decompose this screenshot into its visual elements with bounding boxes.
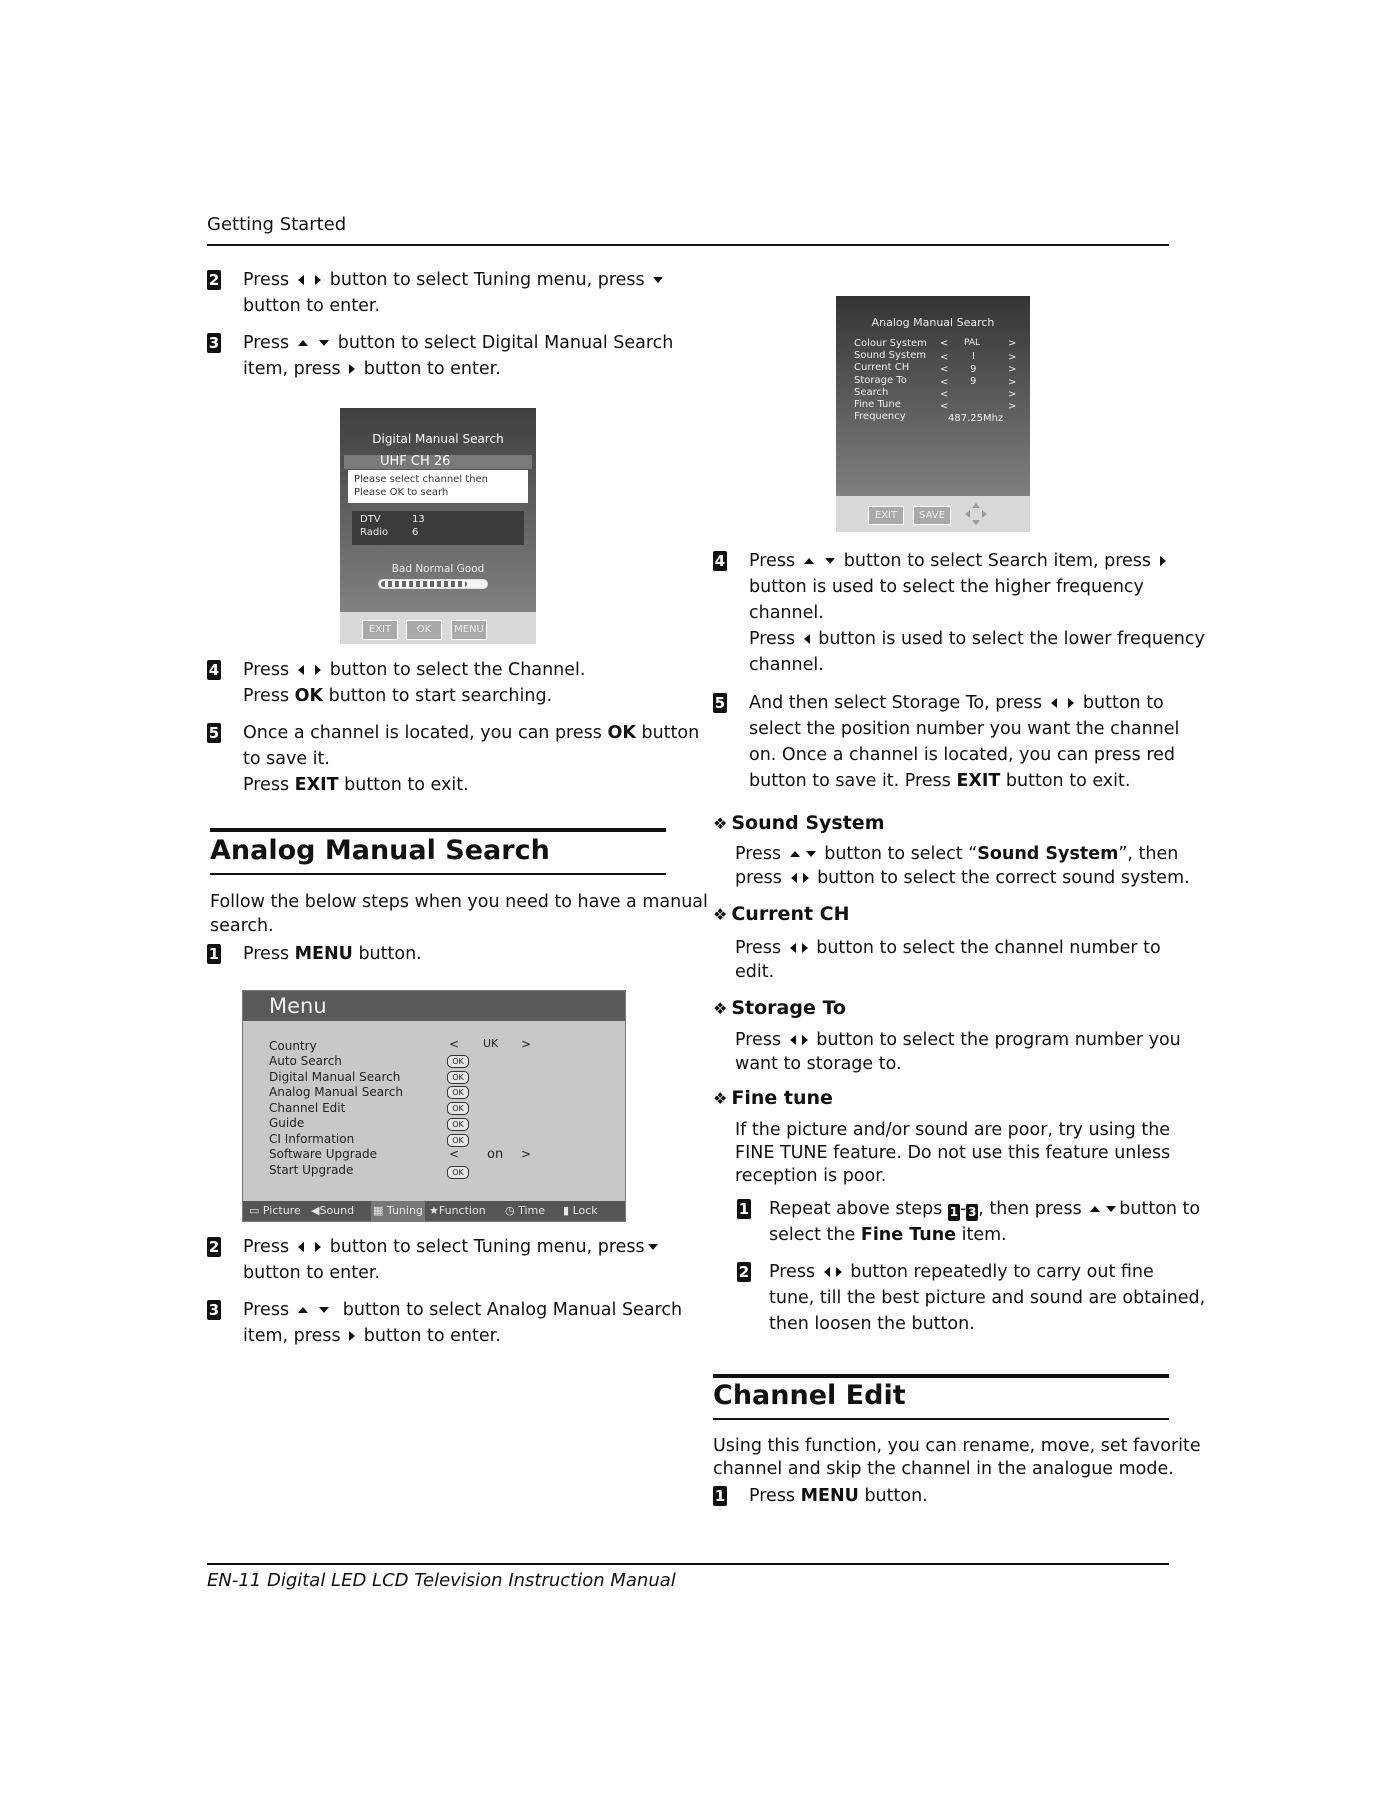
- tab-label: Lock: [572, 1204, 598, 1217]
- step-text: button to select Tuning menu, press: [329, 270, 645, 290]
- step-text: Press: [243, 333, 290, 353]
- ok-button[interactable]: OK: [406, 620, 442, 640]
- step-number: 5: [714, 694, 726, 712]
- analog-manual-search-screen: [836, 296, 1030, 532]
- subhead-sound-system: [713, 812, 885, 834]
- left-arrow-icon: [298, 275, 304, 285]
- tab-picture[interactable]: [249, 1201, 301, 1221]
- step-text: button is used to select the higher frequency: [749, 577, 1144, 597]
- tab-sound[interactable]: [311, 1201, 354, 1221]
- country-right-arrow[interactable]: >: [521, 1037, 532, 1051]
- right-arrow-icon: [1160, 556, 1166, 566]
- tab-label: Time: [518, 1204, 546, 1217]
- left-arrow-icon: [790, 943, 796, 953]
- diamond-bullet-icon: ❖: [713, 814, 728, 833]
- step-text: Press: [243, 944, 290, 964]
- fine-tune-key: Fine Tune: [860, 1225, 957, 1245]
- screen-title: Digital Manual Search: [372, 432, 504, 446]
- setting-sound-system[interactable]: Sound System: [854, 350, 926, 361]
- text: FINE TUNE feature. Do not use this feature unless: [735, 1143, 1171, 1163]
- menu-item-analog-manual-search[interactable]: Analog Manual Search: [269, 1085, 403, 1099]
- menu-button[interactable]: MENU: [451, 620, 487, 640]
- step-number: 4: [714, 552, 726, 570]
- exit-button[interactable]: EXIT: [362, 620, 398, 640]
- up-arrow-icon: [1090, 1206, 1100, 1212]
- right-arrow-icon: [349, 364, 355, 374]
- ok-badge[interactable]: OK: [447, 1134, 469, 1147]
- tab-label: Picture: [262, 1204, 301, 1217]
- upgrade-left-arrow[interactable]: <: [449, 1147, 460, 1161]
- tab-tuning[interactable]: [371, 1201, 425, 1221]
- menu-item-ci-information[interactable]: CI Information: [269, 1132, 355, 1146]
- right-arrow[interactable]: >: [1008, 377, 1017, 388]
- step-text: button: [641, 723, 700, 743]
- text: reception is poor.: [735, 1166, 887, 1186]
- text: button to select the channel number to: [816, 938, 1161, 958]
- exit-key: EXIT: [294, 775, 339, 795]
- left-arrow-icon: [824, 1267, 830, 1277]
- storage-to-value: 9: [970, 376, 977, 387]
- storage-to-text: [735, 1028, 1181, 1076]
- colour-system-value: PAL: [964, 338, 981, 348]
- menu-key: MENU: [800, 1486, 859, 1506]
- up-arrow-icon: [790, 851, 800, 857]
- paragraph-line: Follow the below steps when you need to have a manual: [210, 892, 708, 912]
- step-text: , then press: [978, 1199, 1082, 1219]
- left-arrow[interactable]: <: [940, 364, 949, 375]
- sound-system-text: [735, 842, 1190, 890]
- right-arrow[interactable]: >: [1008, 364, 1017, 375]
- dtv-value: 13: [412, 514, 425, 525]
- step-text: button to: [1082, 693, 1164, 713]
- paragraph-line: search.: [210, 916, 274, 936]
- step-text: Press: [749, 551, 796, 571]
- star-icon: ★: [429, 1204, 439, 1217]
- text: want to storage to.: [735, 1054, 902, 1074]
- instruction-line: Please select channel then: [354, 474, 489, 485]
- country-value: UK: [483, 1037, 499, 1050]
- step-text: button to select Search item, press: [843, 551, 1152, 571]
- ok-label: OK: [389, 487, 405, 498]
- left-arrow-icon: [790, 1035, 796, 1045]
- page-header-title: Getting Started: [207, 214, 347, 235]
- screen-button-row: [836, 496, 1030, 532]
- fine-tune-text: [735, 1119, 1170, 1188]
- step-number: 1: [714, 1487, 726, 1505]
- step-text: And then select Storage To, press: [749, 693, 1043, 713]
- step-text: button to exit.: [344, 775, 469, 795]
- step-text: button.: [358, 944, 422, 964]
- right-arrow[interactable]: >: [1008, 389, 1017, 400]
- tab-label: Tuning: [386, 1204, 423, 1217]
- current-ch-value: 9: [970, 364, 977, 375]
- subhead-title: Current CH: [731, 903, 850, 925]
- step-text: button is used to select the lower frequency: [818, 629, 1205, 649]
- menu-item-software-upgrade[interactable]: Software Upgrade: [269, 1147, 378, 1161]
- subhead-title: Fine tune: [731, 1087, 833, 1109]
- text: button to select the program number you: [816, 1030, 1181, 1050]
- left-arrow-icon: [1051, 698, 1057, 708]
- right-arrow-icon: [836, 1267, 842, 1277]
- step-text: Press: [243, 686, 290, 706]
- step-number: 2: [208, 1238, 220, 1256]
- left-arrow[interactable]: <: [940, 389, 949, 400]
- step-text: on. Once a channel is located, you can press red: [749, 745, 1176, 765]
- step-text: button to exit.: [1005, 771, 1131, 791]
- menu-item-channel-edit[interactable]: Channel Edit: [269, 1101, 346, 1115]
- step-text: button repeatedly to carry out fine: [850, 1262, 1154, 1282]
- uhf-channel-text: UHF CH 26: [380, 454, 451, 469]
- tab-time[interactable]: [505, 1201, 545, 1221]
- text: edit.: [735, 962, 775, 982]
- menu-item-guide[interactable]: Guide: [269, 1116, 305, 1130]
- step-number: 4: [208, 661, 220, 679]
- lock-icon: ▮: [563, 1204, 570, 1217]
- page-footer: EN-11 Digital LED LCD Television Instruction Manual: [207, 1570, 676, 1591]
- step-text: button to select Tuning menu, press: [329, 1237, 645, 1257]
- upgrade-right-arrow[interactable]: >: [521, 1147, 532, 1161]
- frequency-value: 487.25Mhz: [948, 413, 1004, 424]
- current-ch-text: [735, 936, 1161, 984]
- step-text: channel.: [749, 655, 824, 675]
- tab-lock[interactable]: [563, 1201, 598, 1221]
- ok-badge[interactable]: OK: [447, 1118, 469, 1131]
- step-number: 3: [208, 1301, 220, 1319]
- step-text: button to: [1119, 1199, 1201, 1219]
- signal-strength-bar: [378, 579, 488, 589]
- channel-count-box: [352, 511, 524, 545]
- up-arrow-icon: [298, 340, 308, 346]
- step-text: item, press: [243, 359, 341, 379]
- radio-label: Radio: [360, 527, 389, 538]
- step-text: button to enter.: [363, 1326, 501, 1346]
- step-text: Press: [243, 660, 290, 680]
- channel-edit-intro: [713, 1435, 1201, 1481]
- step-ref-number: 1: [949, 1205, 959, 1219]
- step-number: 2: [208, 271, 220, 289]
- section-title-analog: Analog Manual Search: [210, 835, 550, 866]
- step-text: item, press: [243, 1326, 341, 1346]
- text: button to select the correct sound system.: [817, 868, 1190, 888]
- ok-badge[interactable]: OK: [447, 1071, 469, 1084]
- right-arrow-icon: [315, 275, 321, 285]
- grid-icon: ▦: [373, 1204, 384, 1217]
- signal-labels: Bad Normal Good: [391, 563, 485, 575]
- left-arrow-icon: [298, 1242, 304, 1252]
- step-text: button.: [864, 1486, 928, 1506]
- left-arrow[interactable]: <: [940, 352, 949, 363]
- left-arrow[interactable]: <: [940, 338, 949, 349]
- step-number: 1: [208, 945, 220, 963]
- step-text: Press: [769, 1262, 816, 1282]
- menu-tab-bar: [243, 1201, 625, 1221]
- setting-storage-to[interactable]: Storage To: [854, 375, 907, 386]
- step-number: 5: [208, 724, 220, 742]
- menu-item-digital-manual-search[interactable]: Digital Manual Search: [269, 1070, 401, 1084]
- right-arrow-icon: [802, 1035, 808, 1045]
- instruction-line: to searh: [407, 487, 449, 498]
- text: Press: [735, 938, 782, 958]
- section-rule-top: [713, 1374, 1169, 1378]
- step-text: Press: [243, 1300, 290, 1320]
- subhead-current-ch: [713, 903, 850, 925]
- ok-badge[interactable]: OK: [447, 1102, 469, 1115]
- right-arrow-icon: [1068, 698, 1074, 708]
- step-text: -: [959, 1199, 967, 1219]
- footer-divider: [207, 1563, 1169, 1565]
- step-text: button to select Analog Manual Search: [342, 1300, 683, 1320]
- exit-key: EXIT: [956, 771, 1001, 791]
- country-left-arrow[interactable]: <: [449, 1037, 460, 1051]
- paragraph-line: Using this function, you can rename, move, set favorite: [713, 1436, 1201, 1456]
- section-title-channel-edit: Channel Edit: [713, 1380, 906, 1411]
- step-text: select the: [769, 1225, 856, 1245]
- diamond-bullet-icon: ❖: [713, 999, 728, 1018]
- setting-frequency: Frequency: [854, 411, 906, 422]
- subhead-title: Storage To: [731, 997, 846, 1019]
- subhead-storage-to: [713, 997, 846, 1019]
- left-arrow-icon: [804, 634, 810, 644]
- subhead-fine-tune: [713, 1087, 833, 1109]
- up-arrow-icon: [804, 558, 814, 564]
- section-rule-bottom: [210, 873, 666, 875]
- down-arrow-icon: [648, 1244, 658, 1250]
- digital-manual-search-screen: [340, 408, 536, 644]
- ok-key: OK: [607, 723, 636, 743]
- text: ”, then: [1118, 844, 1179, 864]
- right-arrow-icon: [315, 665, 321, 675]
- step-text: Press: [243, 775, 290, 795]
- down-arrow-icon: [806, 851, 816, 857]
- radio-value: 6: [412, 527, 419, 538]
- right-arrow-icon: [803, 873, 809, 883]
- left-arrow[interactable]: <: [940, 401, 949, 412]
- text: If the picture and/or sound are poor, try using the: [735, 1120, 1171, 1140]
- left-arrow[interactable]: <: [940, 377, 949, 388]
- right-arrow[interactable]: >: [1008, 401, 1017, 412]
- text: Sound System: [977, 844, 1119, 864]
- left-arrow-icon: [298, 665, 304, 675]
- ok-badge[interactable]: OK: [447, 1086, 469, 1099]
- step-number: 1: [738, 1200, 750, 1218]
- up-arrow-icon: [298, 1307, 308, 1313]
- step-text: button to select Digital Manual Search: [337, 333, 674, 353]
- right-arrow[interactable]: >: [1008, 338, 1017, 349]
- step-text: select the position number you want the channel: [749, 719, 1180, 739]
- right-arrow[interactable]: >: [1008, 352, 1017, 363]
- down-arrow-icon: [653, 277, 663, 283]
- setting-current-ch[interactable]: Current CH: [854, 362, 910, 373]
- uhf-channel-bar: [344, 455, 532, 469]
- save-button[interactable]: SAVE: [913, 506, 951, 525]
- menu-item-start-upgrade[interactable]: Start Upgrade: [269, 1163, 354, 1177]
- step-text: button to save it. Press: [749, 771, 951, 791]
- step-text: button to enter.: [243, 296, 381, 316]
- text: button to select “: [824, 844, 978, 864]
- clock-icon: ◷: [505, 1204, 515, 1217]
- right-arrow-icon: [349, 1331, 355, 1341]
- tab-label: Function: [438, 1204, 486, 1217]
- step-ref-number: 3: [968, 1205, 977, 1219]
- screen-title: Analog Manual Search: [871, 316, 995, 329]
- step-text: channel.: [749, 603, 824, 623]
- step-text: Press: [749, 1486, 796, 1506]
- step-number: 3: [208, 334, 220, 352]
- signal-strength-fill: [381, 581, 467, 587]
- right-arrow-icon: [315, 1242, 321, 1252]
- left-arrow-icon: [791, 873, 797, 883]
- step-text: Once a channel is located, you can press: [243, 723, 602, 743]
- menu-title: Menu: [243, 991, 625, 1021]
- instruction-line: Please: [354, 487, 387, 498]
- dpad-icon: [964, 502, 988, 526]
- text: Press: [735, 844, 782, 864]
- step-text: Repeat above steps: [769, 1199, 943, 1219]
- menu-item-auto-search[interactable]: Auto Search: [269, 1054, 342, 1068]
- section-rule-top: [210, 828, 666, 832]
- step-text: button to start searching.: [328, 686, 553, 706]
- step-text: tune, till the best picture and sound are obtained,: [769, 1288, 1206, 1308]
- menu-item-country[interactable]: Country: [269, 1039, 317, 1053]
- right-arrow-icon: [802, 943, 808, 953]
- step-text: button to select the Channel.: [329, 660, 586, 680]
- step-text: then loosen the button.: [769, 1314, 975, 1334]
- down-arrow-icon: [319, 340, 329, 346]
- upgrade-value: on: [487, 1147, 504, 1162]
- ok-badge[interactable]: OK: [447, 1055, 469, 1068]
- setting-fine-tune[interactable]: Fine Tune: [854, 399, 901, 410]
- down-arrow-icon: [1106, 1206, 1116, 1212]
- text: press: [735, 868, 782, 888]
- header-divider: [207, 244, 1169, 246]
- step-text: Press: [243, 270, 290, 290]
- setting-colour-system[interactable]: Colour System: [854, 338, 927, 349]
- diamond-bullet-icon: ❖: [713, 1089, 728, 1108]
- screen-button-row: [340, 612, 536, 644]
- speaker-icon: ◀: [311, 1204, 320, 1217]
- menu-key: MENU: [294, 944, 353, 964]
- step-text: Press: [243, 1237, 290, 1257]
- step-text: button to enter.: [363, 359, 501, 379]
- diamond-bullet-icon: ❖: [713, 905, 728, 924]
- step-text: button to enter.: [243, 1263, 381, 1283]
- tab-label: Sound: [319, 1204, 355, 1217]
- sound-system-value: I: [972, 351, 975, 362]
- text: Press: [735, 1030, 782, 1050]
- ok-key: OK: [294, 686, 324, 706]
- picture-icon: ▭: [249, 1204, 260, 1217]
- setting-search[interactable]: Search: [854, 387, 889, 398]
- down-arrow-icon: [319, 1307, 329, 1313]
- tuning-menu-screen: [242, 990, 626, 1222]
- subhead-title: Sound System: [731, 812, 885, 834]
- dtv-label: DTV: [360, 514, 381, 525]
- down-arrow-icon: [825, 558, 835, 564]
- step-text: Press: [749, 629, 796, 649]
- exit-button[interactable]: EXIT: [868, 506, 904, 525]
- section-rule-bottom: [713, 1418, 1169, 1420]
- step-number: 2: [738, 1263, 750, 1281]
- instruction-box: [348, 470, 528, 503]
- ok-badge[interactable]: OK: [447, 1166, 469, 1179]
- step-text: to save it.: [243, 749, 330, 769]
- step-text: item.: [961, 1225, 1007, 1245]
- tab-function[interactable]: [429, 1201, 486, 1221]
- analog-intro: [210, 889, 708, 939]
- paragraph-line: channel and skip the channel in the analogue mode.: [713, 1459, 1174, 1479]
